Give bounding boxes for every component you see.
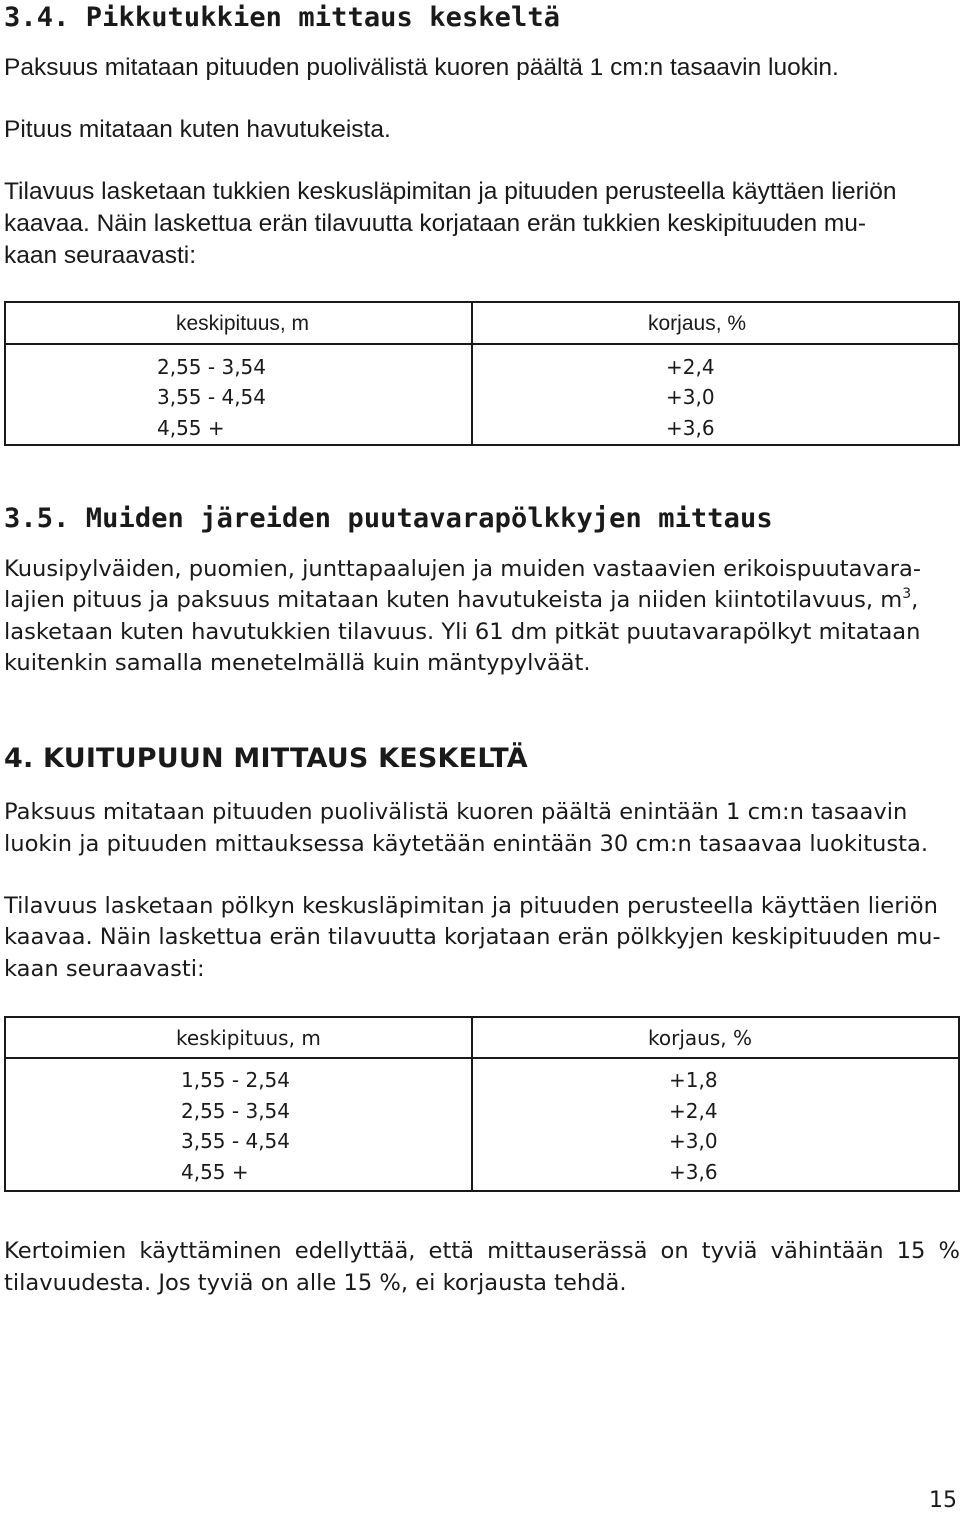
table-2-row-3-range: 3,55 - 4,54 bbox=[181, 1129, 290, 1153]
table-1-header-correction: korjaus, % bbox=[648, 312, 747, 335]
section-3-4-paragraph-3-line-3: kaan seuraavasti: bbox=[4, 242, 197, 269]
table-2-row-1-range: 1,55 - 2,54 bbox=[181, 1068, 290, 1092]
table-1-header-divider bbox=[4, 343, 960, 345]
table-2-row-4-correction: +3,6 bbox=[669, 1160, 718, 1184]
section-4-paragraph-2-line-3: kaan seuraavasti: bbox=[4, 956, 205, 982]
table-2-header-correction: korjaus, % bbox=[648, 1026, 752, 1050]
section-3-4-paragraph-3-line-2: kaavaa. Näin laskettua erän tilavuutta korjataan erän tukkien keskipituuden mu- bbox=[4, 210, 867, 237]
table-1-row-3-range: 4,55 + bbox=[157, 416, 225, 440]
page-number: 15 bbox=[929, 1488, 957, 1513]
section-3-4-paragraph-2: Pituus mitataan kuten havutukeista. bbox=[4, 116, 391, 143]
table-1-row-3-correction: +3,6 bbox=[666, 416, 715, 440]
table-2-row-3-correction: +3,0 bbox=[669, 1129, 718, 1153]
table-1-row-2-range: 3,55 - 4,54 bbox=[157, 385, 266, 409]
section-3-4-paragraph-3-line-1: Tilavuus lasketaan tukkien keskusläpimitan ja pituuden perusteella käyttäen lieriön bbox=[4, 178, 897, 205]
section-4-paragraph-2-line-2: kaavaa. Näin laskettua erän tilavuutta korjataan erän pölkkyjen keskipituuden mu- bbox=[4, 924, 941, 950]
section-3-5-line-3: lasketaan kuten havutukkien tilavuus. Yli 61 dm pitkät puutavarapölkyt mitataan bbox=[4, 619, 921, 645]
table-1-row-1-correction: +2,4 bbox=[666, 355, 715, 379]
table-2-border bbox=[4, 1016, 960, 1192]
table-1-border bbox=[4, 301, 960, 446]
table-1-row-2-correction: +3,0 bbox=[666, 385, 715, 409]
table-2-row-4-range: 4,55 + bbox=[181, 1160, 249, 1184]
section-3-5-line-1: Kuusipylväiden, puomien, junttapaalujen ja muiden vastaavien erikoispuutavara- bbox=[4, 556, 921, 582]
section-3-4-heading: 3.4. Pikkutukkien mittaus keskeltä bbox=[4, 2, 561, 33]
table-2-header-length: keskipituus, m bbox=[176, 1026, 321, 1050]
section-3-4-paragraph-1: Paksuus mitataan pituuden puolivälistä kuoren päältä 1 cm:n tasaavin luokin. bbox=[4, 54, 839, 81]
table-2-column-divider bbox=[471, 1016, 473, 1192]
section-3-5-line-2-comma: , bbox=[911, 587, 919, 613]
section-4-paragraph-1-line-2: luokin ja pituuden mittauksessa käytetään enintään 30 cm:n tasaavaa luokitusta. bbox=[4, 831, 929, 857]
section-3-5-heading: 3.5. Muiden järeiden puutavarapölkkyjen mittaus bbox=[4, 503, 773, 534]
section-4-paragraph-3-line-2: tilavuudesta. Jos tyviä on alle 15 %, ei korjausta tehdä. bbox=[4, 1270, 627, 1296]
section-4-paragraph-1-line-1: Paksuus mitataan pituuden puolivälistä kuoren päältä enintään 1 cm:n tasaavin bbox=[4, 799, 908, 825]
table-2-row-1-correction: +1,8 bbox=[669, 1068, 718, 1092]
table-2-header-divider bbox=[4, 1057, 960, 1059]
table-1-column-divider bbox=[471, 301, 473, 446]
section-4-paragraph-2-line-1: Tilavuus lasketaan pölkyn keskusläpimitan ja pituuden perusteella käyttäen lieriön bbox=[4, 893, 938, 919]
table-2-row-2-range: 2,55 - 3,54 bbox=[181, 1099, 290, 1123]
section-4-paragraph-3-line-1: Kertoimien käyttäminen edellyttää, että mittauserässä on tyviä vähintään 15 % bbox=[4, 1238, 960, 1264]
cubic-superscript: 3 bbox=[902, 586, 912, 602]
section-4-heading: 4. KUITUPUUN MITTAUS KESKELTÄ bbox=[4, 743, 528, 774]
section-3-5-line-2-text: lajien pituus ja paksuus mitataan kuten havutukeista ja niiden kiintotilavuus, m bbox=[4, 587, 903, 613]
section-3-5-line-4: kuitenkin samalla menetelmällä kuin mäntypylväät. bbox=[4, 650, 591, 676]
table-2-row-2-correction: +2,4 bbox=[669, 1099, 718, 1123]
table-1-header-length: keskipituus, m bbox=[176, 312, 310, 335]
section-3-5-line-2 bbox=[4, 585, 918, 617]
table-1-row-1-range: 2,55 - 3,54 bbox=[157, 355, 266, 379]
